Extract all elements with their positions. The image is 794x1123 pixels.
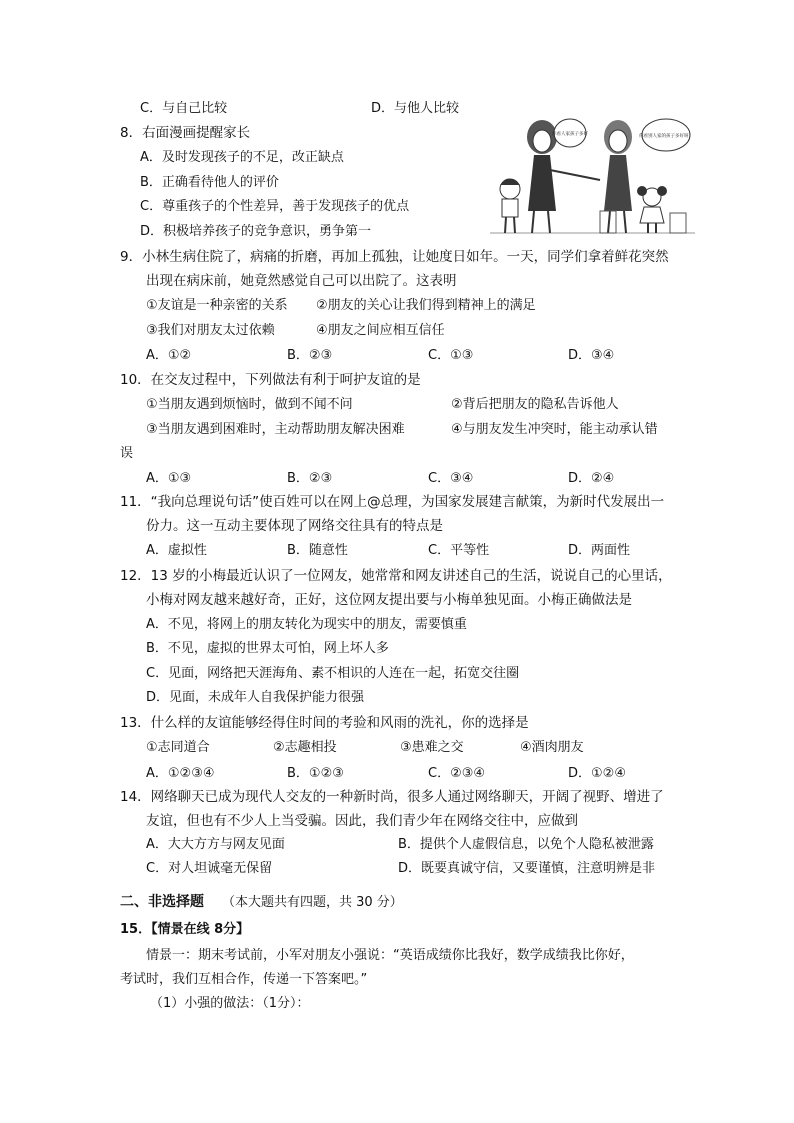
q8-option-a: A．及时发现孩子的不足，改正缺点 [140, 150, 344, 165]
q10-option-c: C．③④ [428, 471, 474, 486]
q9-item-2: ②朋友的关心让我们得到精神上的满足 [316, 298, 536, 313]
q7-option-c: C．与自己比较 [140, 101, 228, 116]
q12-option-d: D．见面，未成年人自我保护能力很强 [146, 690, 365, 705]
q11-stem-line2: 份力。这一互动主要体现了网络交往具有的特点是 [146, 518, 443, 534]
q9-stem-line1: 9．小林生病住院了，病痛的折磨，再加上孤独，让她度日如年。一天，同学们拿着鲜花突然 [120, 249, 669, 265]
section-2-note: （本大题共有四题，共 30 分） [222, 895, 403, 910]
q12-option-a: A．不见，将网上的朋友转化为现实中的朋友，需要慎重 [146, 617, 467, 632]
q9-option-a: A．①② [146, 348, 192, 363]
q13-item-2: ②志趣相投 [273, 740, 337, 755]
q8-option-b: B．正确看待他人的评价 [140, 175, 279, 190]
q15-scenario-line1: 情景一：期末考试前，小军对朋友小强说：“英语成绩你比我好，数学成绩我比你好， [146, 948, 634, 963]
right-bubble-text: 你看别人家的孩子多好呀！ [639, 134, 693, 139]
q14-stem-line2: 友谊，但也有不少人上当受骗。因此，我们青少年在网络交往中，应做到 [146, 813, 578, 829]
left-bubble-text: 你看人家孩子多好 [552, 132, 588, 137]
q11-stem-line1: 11．“我向总理说句话”使百姓可以在网上@总理，为国家发展建言献策，为新时代发展出一 [120, 494, 665, 510]
q10-option-b: B．②③ [287, 471, 333, 486]
q9-option-b: B．②③ [287, 348, 333, 363]
q13-item-4: ④酒肉朋友 [520, 740, 584, 755]
q12-option-b: B．不见，虚拟的世界太可怕，网上坏人多 [146, 641, 389, 656]
q9-stem-line2: 出现在病床前，她竟然感觉自己可以出院了。这表明 [146, 273, 457, 289]
q13-option-c: C．②③④ [428, 766, 486, 781]
q14-option-a: A．大大方方与网友见面 [146, 837, 285, 852]
q14-option-b: B．提供个人虚假信息，以免个人隐私被泄露 [398, 837, 654, 852]
q14-option-c: C．对人坦诚毫无保留 [146, 861, 273, 876]
q8-stem: 8．右面漫画提醒家长 [120, 125, 251, 141]
q7-option-d: D．与他人比较 [371, 101, 460, 116]
q11-option-c: C．平等性 [428, 543, 490, 558]
q9-item-1: ①友谊是一种亲密的关系 [146, 298, 288, 313]
q13-stem: 13．什么样的友谊能够经得住时间的考验和风雨的洗礼，你的选择是 [120, 715, 529, 731]
q8-option-c: C．尊重孩子的个性差异，善于发现孩子的优点 [140, 199, 410, 214]
q11-option-a: A．虚拟性 [146, 543, 207, 558]
q11-option-d: D．两面性 [568, 543, 631, 558]
q8-option-d: D．积极培养孩子的竞争意识，勇争第一 [140, 224, 372, 239]
parenting-cartoon-illustration [490, 115, 695, 240]
section-2-title: 二、非选择题 [120, 894, 204, 910]
q13-option-a: A．①②③④ [146, 766, 215, 781]
q10-option-a: A．①③ [146, 471, 192, 486]
q11-option-b: B．随意性 [287, 543, 348, 558]
q10-stem: 10．在交友过程中，下列做法有利于呵护友谊的是 [120, 372, 421, 388]
q12-stem-line2: 小梅对网友越来越好奇，正好，这位网友提出要与小梅单独见面。小梅正确做法是 [146, 592, 632, 608]
q13-option-d: D．①②④ [568, 766, 626, 781]
q10-item-1: ①当朋友遇到烦恼时，做到不闻不问 [146, 397, 353, 412]
q15-scenario-line2: 考试时，我们互相合作，传递一下答案吧。” [120, 972, 368, 987]
q9-option-c: C．①③ [428, 348, 474, 363]
q10-item-4-wrap: 误 [120, 446, 134, 461]
q10-item-4: ④与朋友发生冲突时，能主动承认错 [451, 422, 658, 437]
q9-option-d: D．③④ [568, 348, 615, 363]
q12-option-c: C．见面，网络把天涯海角、素不相识的人连在一起，拓宽交往圈 [146, 666, 520, 681]
q10-item-3: ③当朋友遇到困难时，主动帮助朋友解决困难 [146, 422, 405, 437]
q10-item-2: ②背后把朋友的隐私告诉他人 [451, 397, 619, 412]
q12-stem-line1: 12．13 岁的小梅最近认识了一位网友，她常常和网友讲述自己的生活，说说自己的心里话， [120, 568, 672, 584]
q14-option-d: D．既要真诚守信，又要谨慎，注意明辨是非 [398, 861, 656, 876]
q9-item-4: ④朋友之间应相互信任 [316, 323, 445, 338]
q10-option-d: D．②④ [568, 471, 615, 486]
q15-label: 15．【情景在线 8分】 [120, 922, 250, 937]
q13-item-3: ③患难之交 [400, 740, 464, 755]
q13-option-b: B．①②③ [287, 766, 344, 781]
q14-stem-line1: 14．网络聊天已成为现代人交友的一种新时尚，很多人通过网络聊天，开阔了视野、增进了 [120, 789, 664, 805]
q9-item-3: ③我们对朋友太过依赖 [146, 323, 275, 338]
q15-subquestion-1: （1）小强的做法：（1分）： [150, 996, 310, 1011]
q13-item-1: ①志同道合 [146, 740, 210, 755]
